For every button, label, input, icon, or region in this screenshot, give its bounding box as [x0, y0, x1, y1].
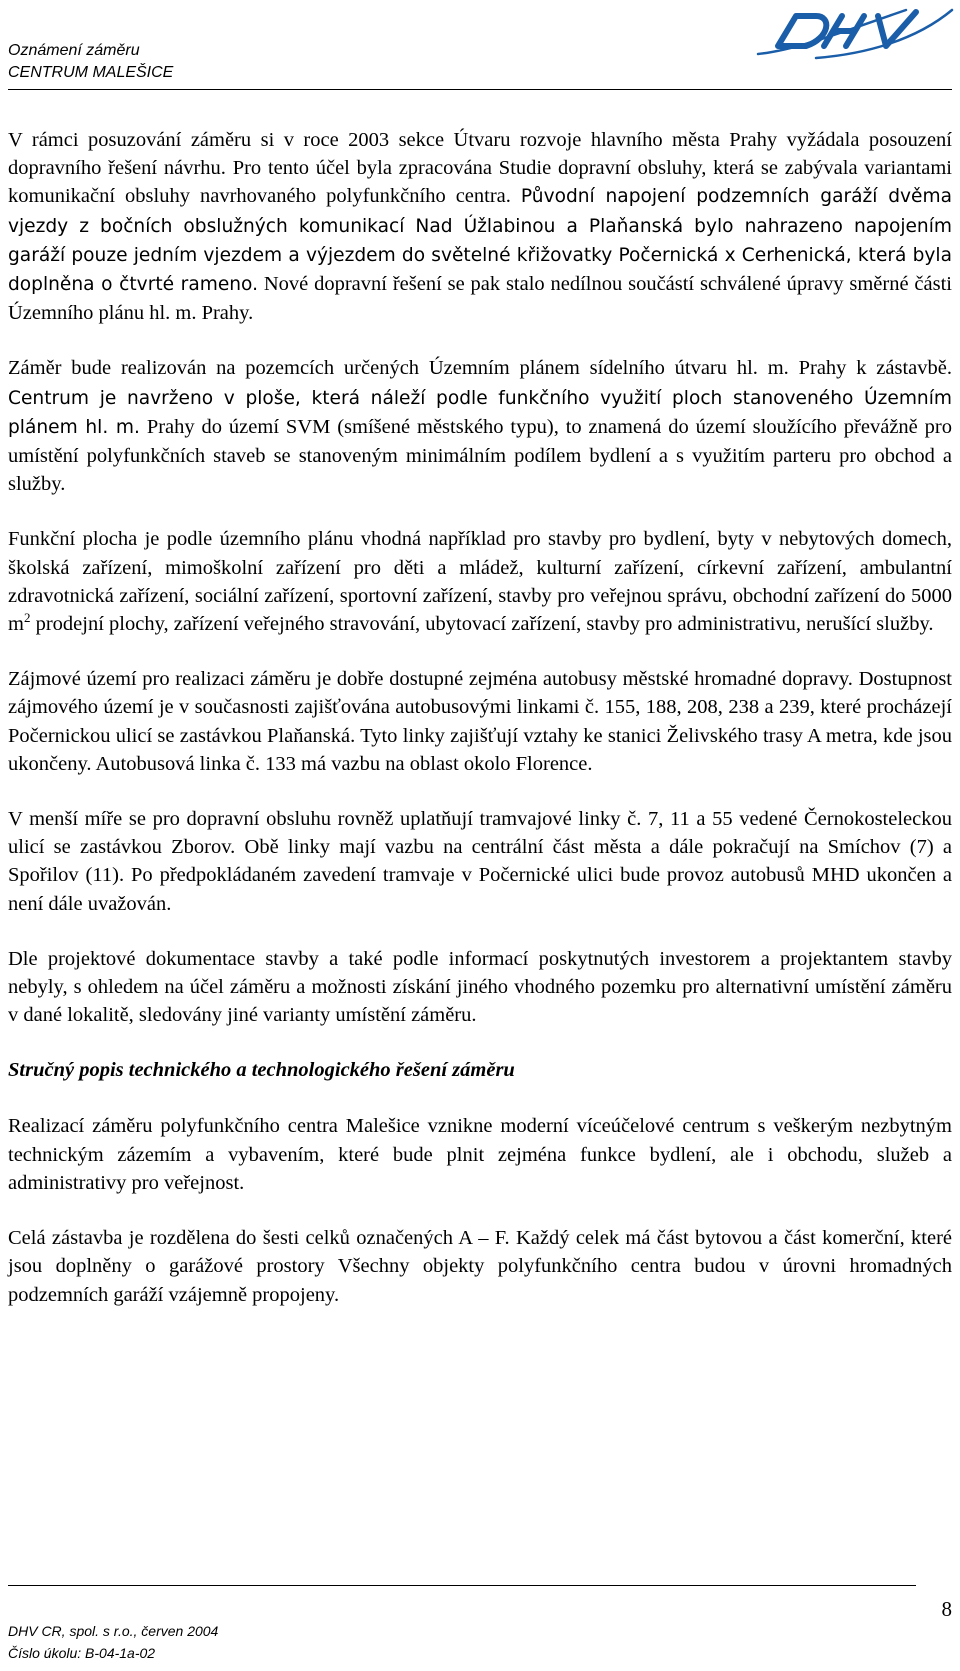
section-heading: Stručný popis technického a technologického řešení záměru — [8, 1059, 515, 1082]
paragraph-4: Zájmové území pro realizaci záměru je dobře dostupné zejména autobusy městské hromadné dopravy. Dostupnost zájmového území je v současnosti zajišťována autobusovými linkami č. 155, 188, 208, 238 a 239, které procházejí Počernickou ulicí se zastávkou Plaňanská. Tyto linky zajišťují vztahy ke stanici Želivského trasy A metra, kde jsou ukončeny. Autobusová linka č. 133 má vazbu na oblast okolo Florence. — [8, 668, 952, 775]
header-doc-type: Oznámení záměru — [8, 42, 140, 59]
page-number: 8 — [941, 1597, 952, 1621]
square-meter-superscript: 2 — [23, 610, 31, 626]
paragraph-7: Realizací záměru polyfunkčního centra Malešice vznikne moderní víceúčelové centrum s veškerým nezbytným technickým zázemím a vybavením, které bude plnit zejména funkce bydlení, ale i obchodu, služeb a administrativy pro veřejnost. — [8, 1115, 952, 1194]
document-body — [8, 126, 952, 1336]
paragraph-1-text-a: V rámci posuzování záměru si v roce 2003 sekce Útvaru rozvoje hlavního města Prahy vyžádala posouzení dopravního řešení návrhu. Pro tento účel byla zpracována Studie dopravní obsluhy, která se zabývala variantami komunikační obsluhy navrhovaného polyfunkčního centra. — [8, 129, 952, 208]
footer-info — [8, 1620, 218, 1664]
header-divider — [8, 89, 952, 90]
dhv-logo — [756, 4, 954, 60]
paragraph-2 — [8, 354, 952, 498]
header-project-name: CENTRUM MALEŠICE — [8, 64, 174, 81]
paragraph-3-text-b: prodejní plochy, zařízení veřejného stravování, ubytovací zařízení, stavby pro administrativu, nerušící služby. — [30, 613, 934, 636]
footer-divider — [8, 1585, 916, 1586]
paragraph-2-text-b: Centrum je navrženo v ploše, která náleží podle funkčního využití ploch stanoveného Územním plánem hl. m. — [8, 387, 952, 438]
paragraph-1-text-c: Nové dopravní řešení se pak stalo nedílnou součástí schválené úpravy směrné části Územního plánu hl. m. Prahy. — [8, 273, 952, 325]
paragraph-6: Dle projektové dokumentace stavby a také podle informací poskytnutých investorem a projektantem stavby nebyly, s ohledem na účel záměru a možnosti získání jiného vhodného pozemku pro alternativní umístění záměru v dané lokalitě, sledovány jiné varianty umístění záměru. — [8, 947, 952, 1027]
paragraph-3 — [8, 525, 952, 638]
footer-company: DHV CR, spol. s r.o., červen 2004 — [8, 1623, 219, 1639]
footer-task-number: Číslo úkolu: B-04-1a-02 — [8, 1645, 156, 1661]
paragraph-1 — [8, 126, 952, 327]
header-info — [8, 40, 173, 84]
paragraph-3-text-a: Funkční plocha je podle územního plánu vhodná například pro stavby pro bydlení, byty v nebytových domech, školská zařízení, mimoškolní zařízení pro děti a mládež, kulturní zařízení, církevní zařízení, ambulantní zdravotnická zařízení, sociální zařízení, sportovní zařízení, stavby pro veřejnou správu, obchodní zařízení do 5000 m — [8, 528, 952, 636]
paragraph-2-text-a: Záměr bude realizován na pozemcích určených Územním plánem sídelního útvaru hl. m. Prahy k zástavbě. — [8, 357, 952, 380]
paragraph-1-text-b: Původní napojení podzemních garáží dvěma vjezdy z bočních obslužných komunikací Nad Úžlabinou a Plaňanská bylo nahrazeno napojením garáží pouze jedním vjezdem a výjezdem do světelné křižovatky Počernická x Cerhenická, která byla doplněna o čtvrté rameno. — [8, 186, 953, 296]
paragraph-8: Celá zástavba je rozdělena do šesti celků označených A – F. Každý celek má část bytovou a část komerční, které jsou doplněny o garážové prostory Všechny objekty polyfunkčního centra budou v úrovni hromadných podzemních garáží vzájemně propojeny. — [8, 1227, 952, 1306]
paragraph-5: V menší míře se pro dopravní obsluhu rovněž uplatňují tramvajové linky č. 7, 11 a 55 vedené Černokosteleckou ulicí se zastávkou Zborov. Obě linky mají vazbu na centrální část města a dále pokračují na Smíchov (7) a Spořilov (11). Po předpokládaném zavedení tramvaje v Počernické ulici bude provoz autobusů MHD ukončen a není dále uvažován. — [8, 808, 952, 915]
paragraph-2-text-c: Prahy do území SVM (smíšené městského typu), to znamená do území sloužícího převážně pro umístění polyfunkčních staveb se stanoveným minimálním podílem bydlení a s využitím parteru pro obchod a služby. — [8, 415, 952, 496]
